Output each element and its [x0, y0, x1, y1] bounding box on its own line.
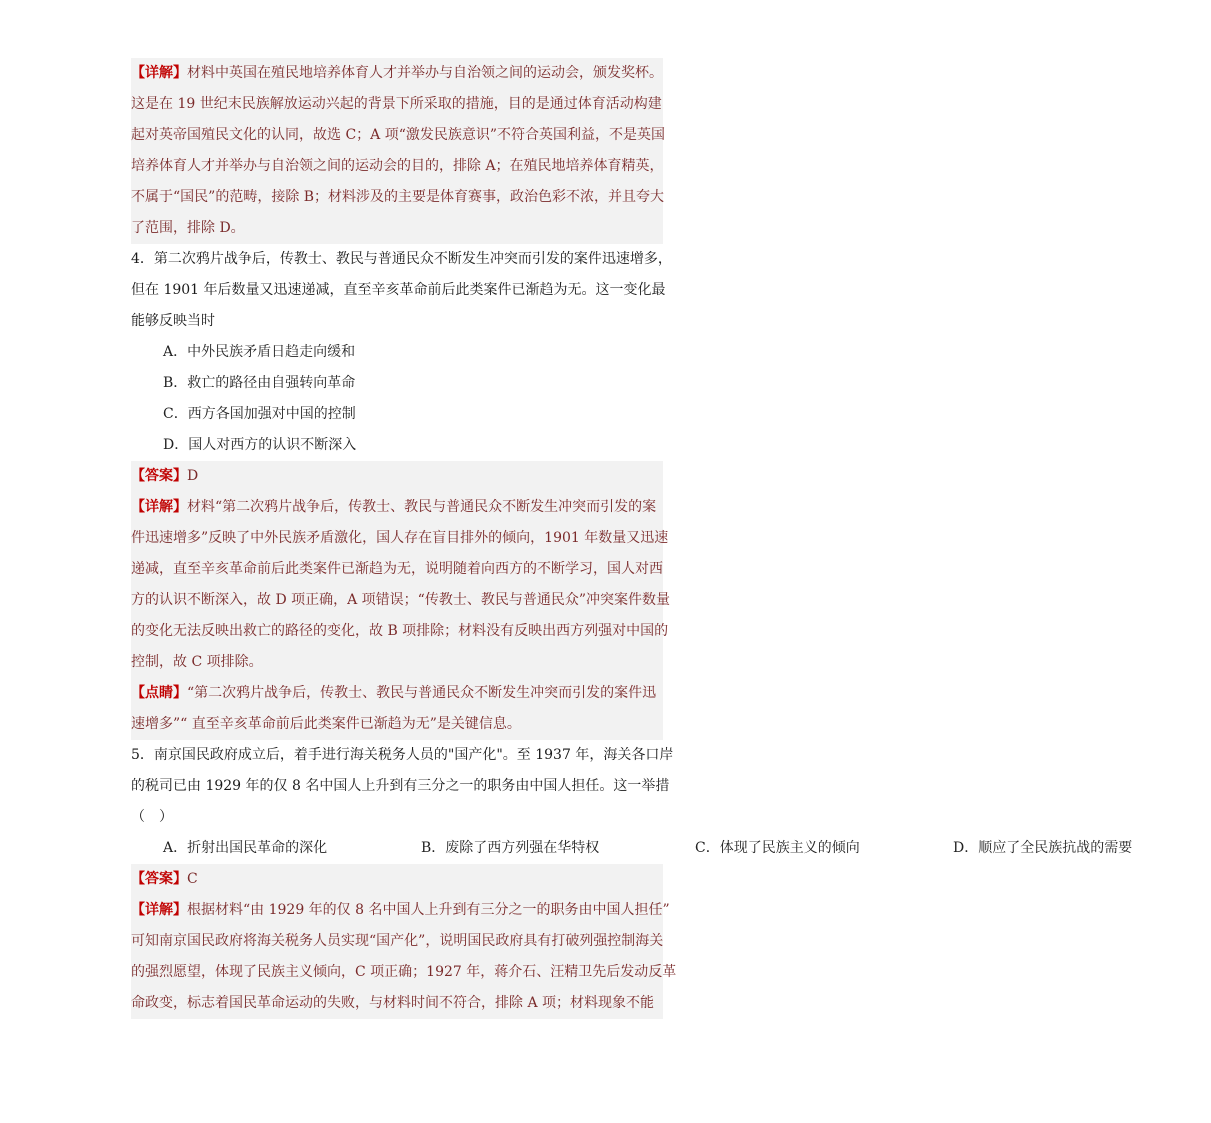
- option-row: [679, 833, 1211, 864]
- section-label: 【点睛】: [131, 685, 187, 701]
- text-line: [131, 957, 677, 988]
- line-text: 材料“第二次鸦片战争后，传教士、教民与普通民众不断发生冲突而引发的案: [187, 499, 657, 515]
- text-line: [131, 988, 663, 1019]
- answer-block: [131, 461, 670, 740]
- line-text: 但在 1901 年后数量又迅速递减，直至辛亥革命前后此类案件已渐趋为无。这一变化最: [131, 282, 666, 298]
- text-line: [131, 895, 670, 926]
- answer-block: [131, 864, 677, 1019]
- section-label: 【详解】: [131, 499, 187, 515]
- line-text: 的强烈愿望，体现了民族主义倾向，C 项正确；1927 年，蒋介石、汪精卫先后发动反革: [131, 964, 677, 980]
- line-text: 递减，直至辛亥革命前后此类案件已渐趋为无，说明随着向西方的不断学习，国人对西: [131, 561, 663, 577]
- text-line: [131, 182, 663, 213]
- line-text: A．中外民族矛盾日趋走向缓和: [163, 344, 356, 360]
- text-line: [131, 244, 672, 275]
- line-text: 的变化无法反映出救亡的路径的变化，故 B 项排除；材料没有反映出西方列强对中国的: [131, 623, 669, 639]
- line-text: 了范围，排除 D。: [131, 220, 245, 236]
- line-text: 4．第二次鸦片战争后，传教士、教民与普通民众不断发生冲突而引发的案件迅速增多，: [131, 251, 672, 267]
- question-block: [131, 244, 672, 337]
- text-line: [131, 213, 663, 244]
- option-left: C．体现了民族主义的倾向: [695, 840, 860, 856]
- line-text: 速增多”“ 直至辛亥革命前后此类案件已渐趋为无”是关键信息。: [131, 716, 521, 732]
- text-line: [131, 120, 666, 151]
- line-text: 这是在 19 世纪末民族解放运动兴起的背景下所采取的措施，目的是通过体育活动构建: [131, 96, 662, 112]
- line-text: 根据材料“由 1929 年的仅 8 名中国人上升到有三分之一的职务由中国人担任”: [187, 902, 670, 918]
- line-text: “第二次鸦片战争后，传教士、教民与普通民众不断发生冲突而引发的案件迅: [187, 685, 657, 701]
- option-line: [147, 368, 663, 399]
- section-label: 【详解】: [131, 902, 187, 918]
- line-text: C: [187, 871, 198, 887]
- text-line: [131, 802, 663, 833]
- text-line: [131, 523, 669, 554]
- line-text: 能够反映当时: [131, 313, 215, 329]
- line-text: 培养体育人才并举办与自治领之间的运动会的目的，排除 A；在殖民地培养体育精英，: [131, 158, 664, 174]
- line-text: 命政变，标志着国民革命运动的失败，与材料时间不符合，排除 A 项；材料现象不能: [131, 995, 655, 1011]
- line-text: 可知南京国民政府将海关税务人员实现“国产化”，说明国民政府具有打破列强控制海关: [131, 933, 664, 949]
- text-line: [131, 740, 674, 771]
- option-right: B．废除了西方列强在华特权: [421, 840, 600, 856]
- option-line: [147, 399, 663, 430]
- text-line: [131, 151, 663, 182]
- text-line: [131, 58, 663, 89]
- document-page: [131, 58, 1133, 1019]
- section-label: 【答案】: [131, 468, 187, 484]
- line-text: 件迅速增多”反映了中外民族矛盾激化，国人存在盲目排外的倾向，1901 年数量又迅速: [131, 530, 669, 546]
- text-line: [131, 492, 663, 523]
- line-text: 的税司已由 1929 年的仅 8 名中国人上升到有三分之一的职务由中国人担任。这一举措: [131, 778, 670, 794]
- line-text: （ ）: [131, 809, 173, 825]
- option-left: A．折射出国民革命的深化: [163, 840, 328, 856]
- option-right: D．顺应了全民族抗战的需要: [953, 840, 1133, 856]
- line-text: 不属于“国民”的范畴，接除 B；材料涉及的主要是体育赛事，政治色彩不浓，并且夸大: [131, 189, 665, 205]
- options-block: [131, 337, 663, 461]
- option-line: [147, 430, 663, 461]
- text-line: [131, 678, 663, 709]
- text-line: [131, 926, 663, 957]
- option-row: [147, 833, 679, 864]
- line-text: 材料中英国在殖民地培养体育人才并举办与自治领之间的运动会，颁发奖杯。: [187, 65, 663, 81]
- text-line: [131, 709, 663, 740]
- line-text: D: [187, 468, 199, 484]
- text-line: [131, 554, 663, 585]
- text-line: [131, 89, 663, 120]
- section-label: 【答案】: [131, 871, 187, 887]
- option-line: [147, 337, 663, 368]
- text-line: [131, 616, 669, 647]
- options-block: [131, 833, 1133, 864]
- answer-block: [131, 58, 666, 244]
- text-line: [131, 275, 666, 306]
- line-text: D．国人对西方的认识不断深入: [163, 437, 357, 453]
- text-line: [131, 306, 663, 337]
- question-block: [131, 740, 674, 833]
- line-text: 5．南京国民政府成立后，着手进行海关税务人员的"国产化"。至 1937 年，海关各口岸: [131, 747, 674, 763]
- text-line: [131, 585, 670, 616]
- text-line: [131, 647, 663, 678]
- line-text: B．救亡的路径由自强转向革命: [163, 375, 356, 391]
- line-text: 起对英帝国殖民文化的认同，故选 C；A 项“激发民族意识”不符合英国利益，不是英国: [131, 127, 666, 143]
- text-line: [131, 461, 663, 492]
- text-line: [131, 864, 663, 895]
- line-text: 方的认识不断深入，故 D 项正确，A 项错误；“传教士、教民与普通民众”冲突案件数量: [131, 592, 670, 608]
- line-text: 控制，故 C 项排除。: [131, 654, 263, 670]
- line-text: C．西方各国加强对中国的控制: [163, 406, 356, 422]
- text-line: [131, 771, 670, 802]
- section-label: 【详解】: [131, 65, 187, 81]
